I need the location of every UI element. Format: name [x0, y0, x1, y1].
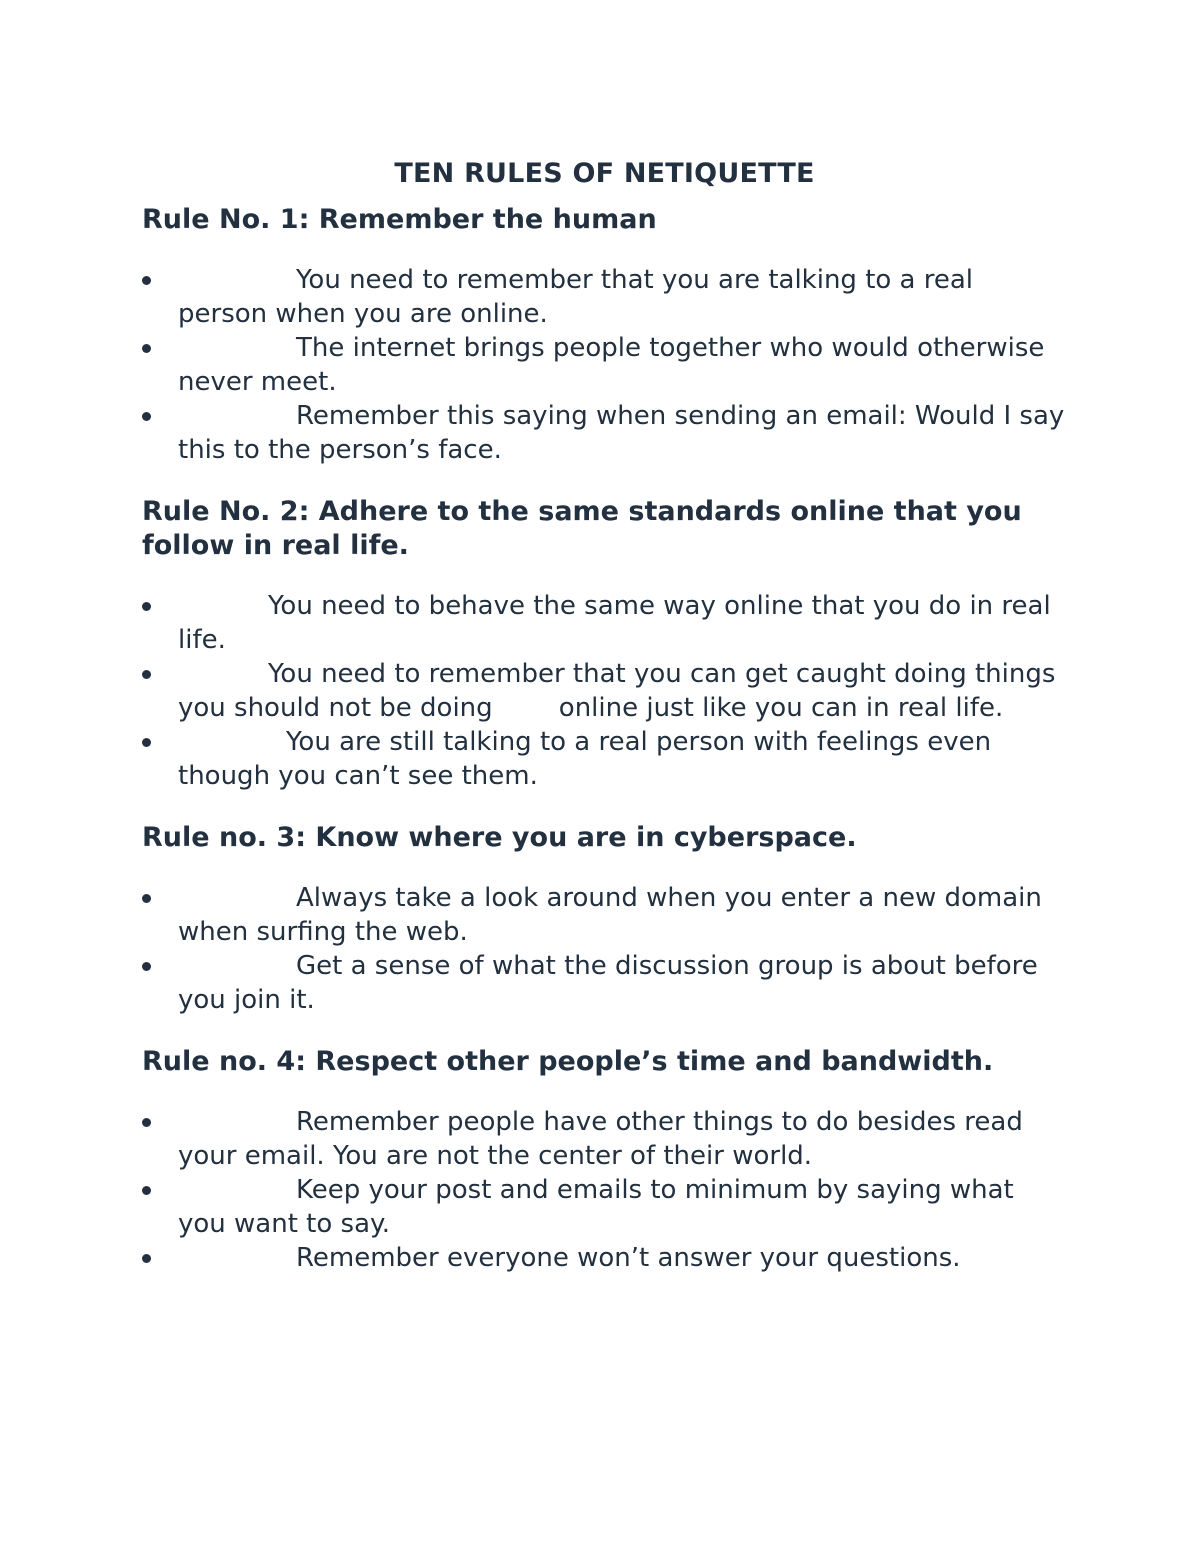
list-item-text: You need to behave the same way online that you do in real life. — [178, 591, 1059, 655]
list-item — [142, 1105, 1067, 1173]
bullet-list — [142, 881, 1067, 1017]
list-item-text: Remember people have other things to do besides read your email. You are not the center of their world. — [178, 1107, 1032, 1171]
bullet-list — [142, 263, 1073, 467]
list-item — [142, 881, 1067, 949]
bullet-icon — [142, 276, 151, 285]
list-item-text: You need to remember that you can get caught doing things you should not be doing online just like you can in real life. — [178, 659, 1064, 723]
list-item-text: Remember everyone won’t answer your questions. — [296, 1243, 961, 1273]
list-item-text: Get a sense of what the discussion group is about before you join it. — [178, 951, 1047, 1015]
bullet-icon — [142, 1118, 151, 1127]
list-item-text: You need to remember that you are talking to a real person when you are online. — [178, 265, 982, 329]
bullet-icon — [142, 412, 151, 421]
bullet-icon — [142, 670, 151, 679]
list-item-text: The internet brings people together who would otherwise never meet. — [178, 333, 1053, 397]
list-item — [142, 725, 1067, 793]
bullet-icon — [142, 738, 151, 747]
bullet-icon — [142, 1186, 151, 1195]
list-item-text: Always take a look around when you enter a new domain when surfing the web. — [178, 883, 1051, 947]
list-item-text: Keep your post and emails to minimum by saying what you want to say. — [178, 1175, 1022, 1239]
list-item-text: You are still talking to a real person with feelings even though you can’t see them. — [178, 727, 1000, 791]
list-item — [142, 589, 1067, 657]
document-page — [142, 158, 1073, 1275]
list-item — [142, 949, 1067, 1017]
list-item — [142, 399, 1073, 467]
rule-heading: Rule no. 3: Know where you are in cyberspace. — [142, 822, 857, 853]
list-item — [142, 1241, 1067, 1275]
rule-heading: Rule No. 1: Remember the human — [142, 204, 657, 235]
rule-heading: Rule No. 2: Adhere to the same standards online that you follow in real life. — [142, 496, 1022, 561]
rule-section-2 — [142, 495, 1067, 793]
rule-section-3 — [142, 821, 1067, 1017]
bullet-list — [142, 1105, 1067, 1275]
rule-section-4 — [142, 1045, 1067, 1275]
list-item — [142, 657, 1067, 725]
bullet-icon — [142, 962, 151, 971]
bullet-icon — [142, 344, 151, 353]
list-item — [142, 331, 1067, 399]
bullet-icon — [142, 894, 151, 903]
document-title: TEN RULES OF NETIQUETTE — [394, 158, 815, 189]
list-item-text: Remember this saying when sending an email: Would I say this to the person’s face. — [178, 401, 1073, 465]
rule-section-1 — [142, 203, 1073, 467]
rule-heading: Rule no. 4: Respect other people’s time and bandwidth. — [142, 1046, 994, 1077]
bullet-icon — [142, 602, 151, 611]
list-item — [142, 1173, 1067, 1241]
bullet-list — [142, 589, 1067, 793]
bullet-icon — [142, 1254, 151, 1263]
list-item — [142, 263, 1067, 331]
